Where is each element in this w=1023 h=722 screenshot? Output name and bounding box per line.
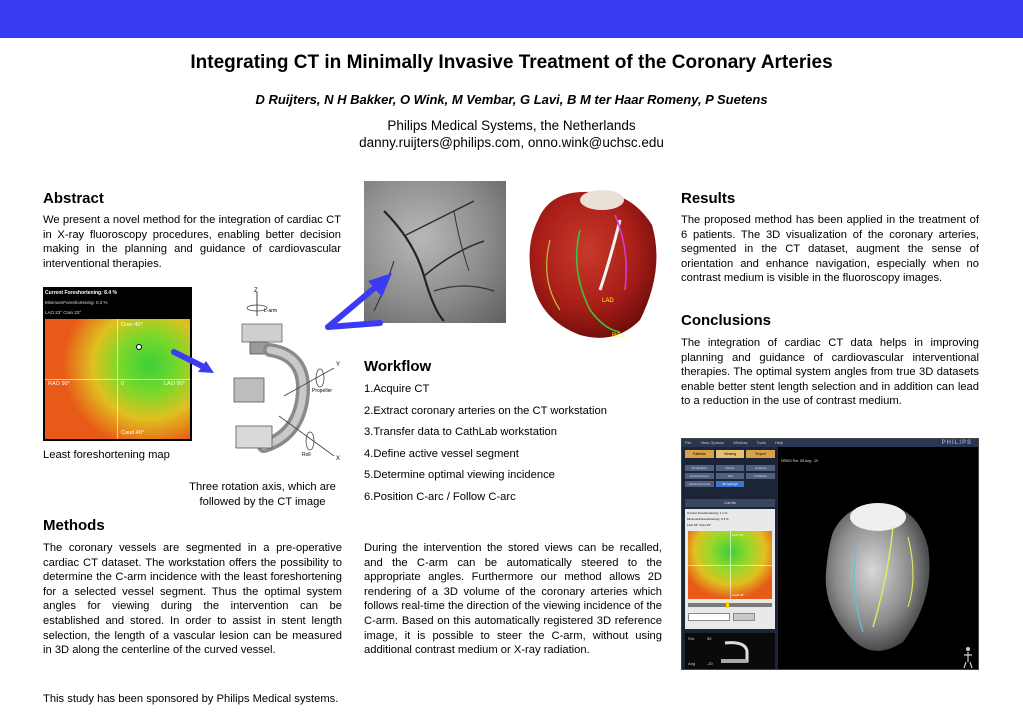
ws-menu-item: View Options — [700, 440, 725, 445]
ws-tab[interactable]: Patients — [685, 450, 714, 458]
workflow-step: 6.Position C-arc / Follow C-arc — [364, 490, 516, 503]
ws-tool-button[interactable]: Analysis — [746, 465, 775, 471]
axis-x-label: X — [336, 456, 341, 462]
ws-panel-readout-3: LAO 23° Cran 23° — [687, 523, 712, 527]
map-marker — [136, 344, 142, 350]
workflow-step: 4.Define active vessel segment — [364, 447, 519, 460]
ws-ang-label: Ang — [688, 661, 696, 666]
sponsor-note: This study has been sponsored by Philips Medical systems. — [43, 693, 339, 705]
workflow-step: 5.Determine optimal viewing incidence — [364, 469, 555, 482]
top-color-bar — [0, 0, 1023, 38]
ws-tool-button[interactable]: Enhancement — [685, 473, 714, 479]
workflow-steps — [364, 382, 664, 512]
ws-menubar — [682, 439, 979, 447]
roll-label: Roll — [302, 452, 311, 458]
axis-y-label: Y — [336, 362, 341, 368]
results-text: The proposed method has been applied in the treatment of 6 patients. The 3D visualization of the coronary arteries, segmented in the CT dataset, augment the sense of orientation and enhance navigation, especially when no contrast medium is visible in the fluoroscopy images. — [681, 214, 979, 285]
ws-tool-button[interactable]: 3D Settings — [716, 481, 745, 487]
ws-left-panel — [682, 447, 778, 670]
ws-button-grid — [685, 465, 775, 487]
arrow-map-to-carm-icon — [170, 348, 220, 378]
ws-menu-item: Tools — [756, 440, 766, 445]
map-heatmap — [45, 319, 190, 439]
map-readout-3: LAO 23° Cran 23° — [45, 310, 82, 315]
ws-tool-button[interactable]: Advanced Tools — [685, 481, 714, 487]
map-rao-label: RAO 90° — [48, 381, 70, 387]
ws-dropdown[interactable] — [688, 613, 730, 621]
ws-caud-label: Caud 40° — [732, 593, 745, 597]
heart-label-b: RCA — [612, 333, 625, 339]
ws-panel-title: Cardio — [685, 499, 775, 507]
methods-text: The coronary vessels are segmented in a pre-operative cardiac CT dataset. The workstation offers the possibility to determine the C-arm incidence with the least foreshortening for a selected vessel segment. Thus the optimal system angles for viewing during the intervention can be established and stored. In order to assist in stent length selection, the length of a vascular lesion can be measured in 3D along the centerline of the curved vessel. — [43, 542, 342, 657]
workflow-step: 1.Acquire CT — [364, 383, 430, 395]
author-list: D Ruijters, N H Bakker, O Wink, M Vembar, G Lavi, B M ter Haar Romeny, P Suetens — [255, 92, 768, 107]
heart-label-a: LAD — [602, 298, 614, 304]
map-zero-label: 0 — [121, 381, 125, 387]
workflow-step: 2.Extract coronary arteries on the CT workstation — [364, 404, 607, 417]
c-arm-caption — [175, 480, 350, 509]
methods-heading: Methods — [43, 517, 105, 534]
ws-tool-button[interactable]: Rotate — [716, 465, 745, 471]
map-readout-1: Current Foreshortening: 8.4 % — [45, 290, 117, 296]
ws-panel-readout-1: Current Foreshortening: 1.1 % — [687, 511, 728, 515]
ws-tabs — [685, 450, 775, 458]
ws-panel-readout-2: MinimumForeshortening: 0.3 % — [687, 517, 729, 521]
conclusions-heading: Conclusions — [681, 312, 772, 329]
ws-slider-handle[interactable] — [726, 602, 729, 608]
abstract-text: We present a novel method for the integration of cardiac CT in X-ray fluoroscopy procedures, enabling better decision making in the planning and guidance of cardiovascular interventional therapies. — [43, 214, 341, 270]
map-caud-label: Caud 40° — [121, 430, 144, 436]
abstract-heading: Abstract — [43, 190, 104, 207]
arrow-fluoro-to-heart-icon — [318, 245, 408, 335]
ws-3d-viewport[interactable] — [778, 447, 978, 669]
poster-title: Integrating CT in Minimally Invasive Treatment of the Coronary Arteries — [190, 52, 833, 73]
affiliation: Philips Medical Systems, the Netherlands — [387, 118, 636, 133]
map-cran-label: Cran 40° — [121, 322, 143, 328]
ws-tab[interactable]: Export — [746, 450, 775, 458]
ws-menu-item: Help — [775, 440, 784, 445]
ws-menu-item: File — [685, 440, 692, 445]
foreshortening-map-caption: Least foreshortening map — [43, 449, 170, 461]
ws-mini-view — [685, 633, 775, 669]
c-arm-caption-line1: Three rotation axis, which are — [189, 481, 336, 493]
ws-tab[interactable]: Viewing — [716, 450, 745, 458]
l-arm-label: L-arm — [264, 308, 278, 314]
workstation-screenshot — [681, 438, 979, 670]
ws-apply-button[interactable] — [733, 613, 755, 621]
ws-heatmap — [688, 531, 772, 599]
ws-tool-button[interactable]: CathFilter — [746, 473, 775, 479]
c-arm-caption-line2: followed by the CT image — [199, 495, 326, 508]
heart-3d-rendering — [520, 180, 665, 345]
ws-menu-item: Window — [733, 440, 748, 445]
ws-ang-value: -20 — [707, 661, 713, 666]
affiliation-block — [0, 117, 1023, 151]
ws-philips-logo: PHILIPS — [941, 440, 972, 446]
ws-rot-label: Rot — [688, 636, 695, 641]
ws-slider[interactable] — [688, 603, 772, 607]
ws-cran-label: Cran 40° — [732, 533, 744, 537]
axis-z-label: Z — [254, 288, 258, 294]
workflow-text: During the intervention the stored views can be recalled, and the C-arm can be automatically steered to the appropriate angles. Furthermore our method allows 2D rendering of a 3D volume of the coronary arteries which follows real-time the direction of the viewing incidence of the C-arm. Based on this automatically registered 3D reference image, it is possible to steer the C-arm, without using additional contrast medium or X-ray radiation. — [364, 542, 662, 657]
contact-emails: danny.ruijters@philips.com, onno.wink@uchsc.edu — [359, 135, 664, 150]
workflow-heading: Workflow — [364, 358, 432, 375]
workflow-step: 3.Transfer data to CathLab workstation — [364, 426, 557, 439]
map-readout-2: MinimumForeshortening: 0.3 % — [45, 300, 108, 305]
propeller-label: Propeller — [312, 388, 333, 394]
ws-tool-button[interactable]: Tool — [716, 473, 745, 479]
ws-tool-button[interactable]: Workstation — [685, 465, 714, 471]
results-heading: Results — [681, 190, 736, 207]
ws-cardio-panel — [685, 509, 775, 629]
conclusions-text: The integration of cardiac CT data helps in improving planning and guidance of cardiovascular interventional therapies. The optimal system angles from true 3D datasets enable better stent length selection and in addition can lead to a reduction in the use of contrast medium. — [681, 337, 979, 408]
ws-rot-value: 55 — [707, 636, 712, 641]
map-lao-label: LAO 90° — [164, 381, 185, 387]
ws-viewport-readout: DRMO Rot: 55 Ang: -19 — [781, 459, 818, 463]
